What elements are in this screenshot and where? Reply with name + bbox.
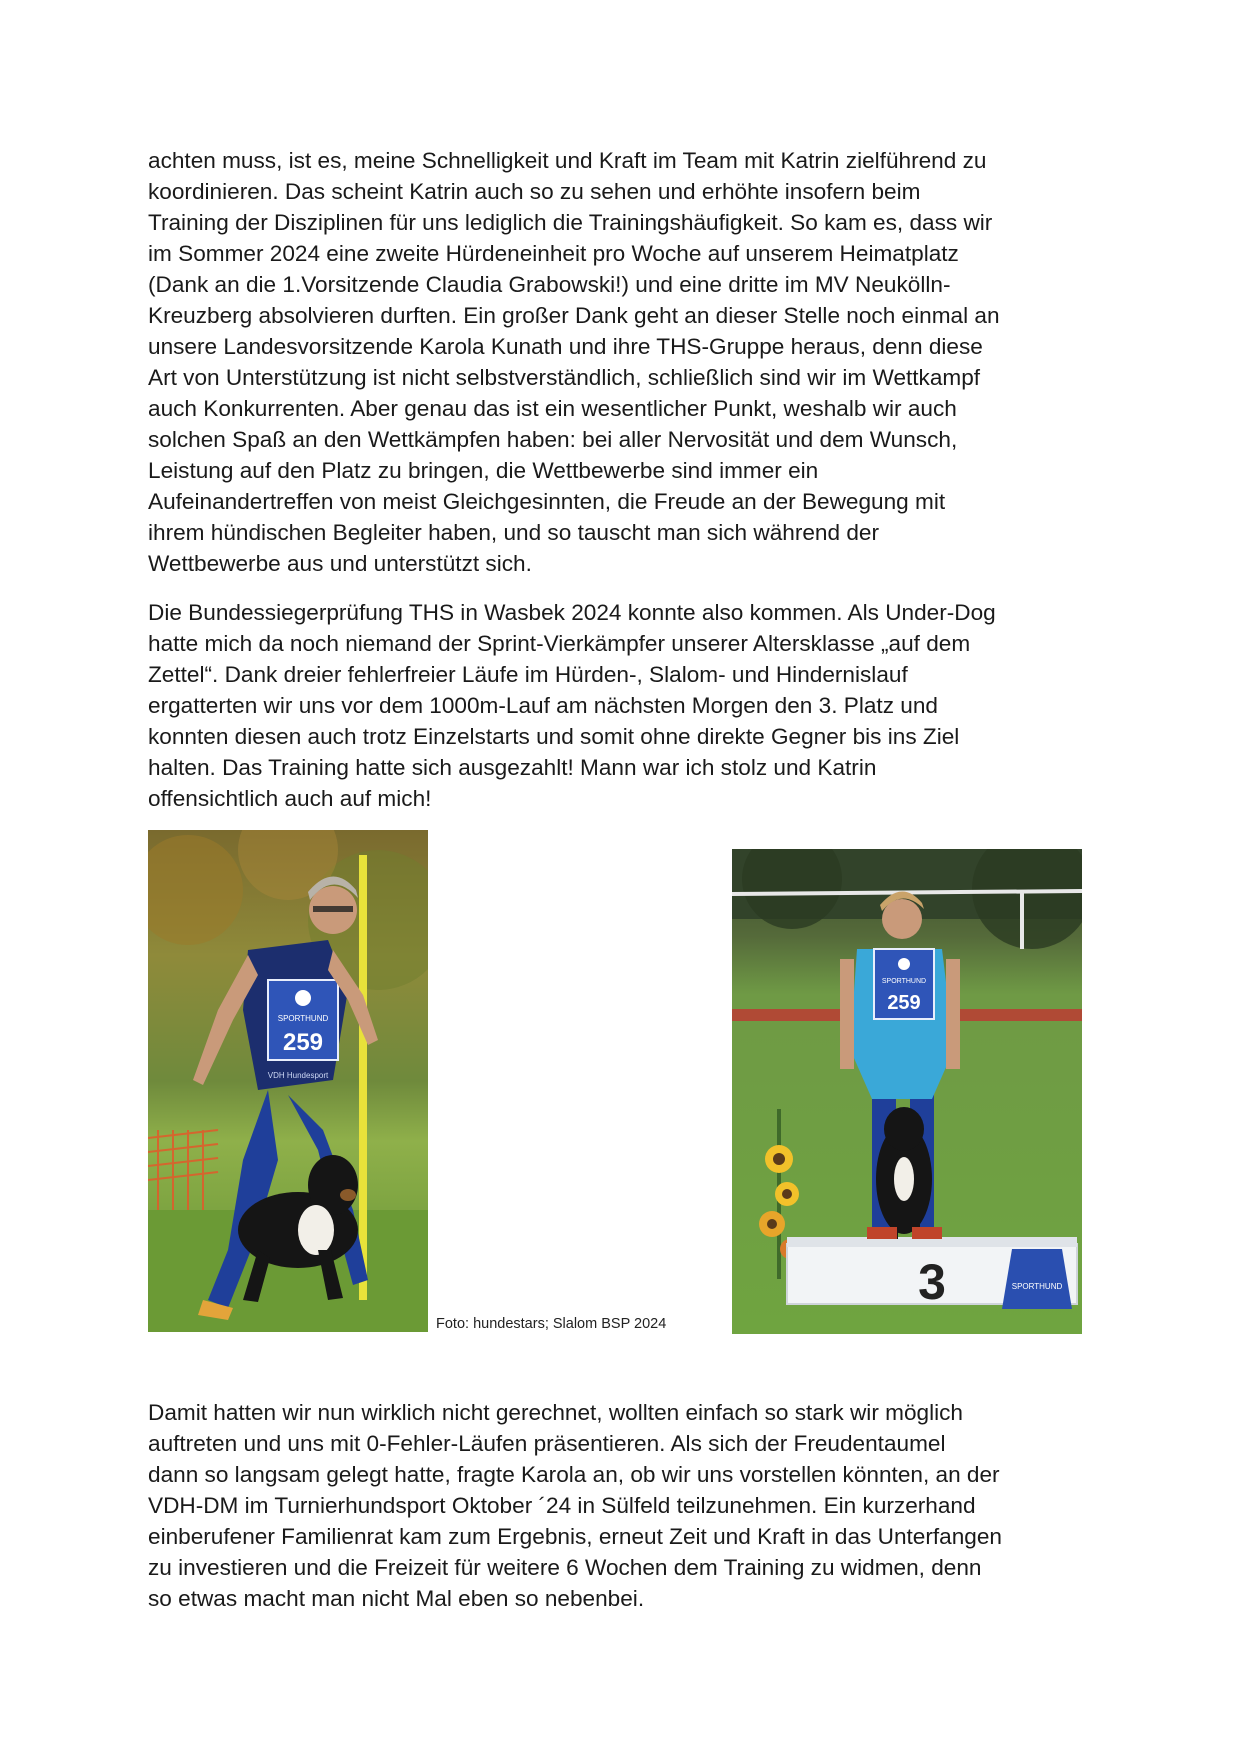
bib-brand: SPORTHUND	[881, 978, 927, 985]
text-line: so etwas macht man nicht Mal eben so nebenbei.	[148, 1586, 645, 1611]
text-line: einberufener Familienrat kam zum Ergebnis, erneut Zeit und Kraft in das Unterfangen	[148, 1524, 1002, 1549]
text-line: Kreuzberg absolvieren durften. Ein großer Dank geht an dieser Stelle noch einmal an	[148, 303, 1000, 328]
text-line: achten muss, ist es, meine Schnelligkeit und Kraft im Team mit Katrin zielführend zu	[148, 148, 987, 173]
bib-number: 259	[282, 1029, 324, 1056]
text-line: VDH-DM im Turnierhundsport Oktober ´24 in Sülfeld teilzunehmen. Ein kurzerhand	[148, 1493, 976, 1518]
text-line: hatte mich da noch niemand der Sprint-Vierkämpfer unserer Altersklasse „auf dem	[148, 631, 971, 656]
text-line: ihrem hündischen Begleiter haben, und so tauscht man sich während der	[148, 520, 879, 545]
text-line: Wettbewerbe aus und unterstützt sich.	[148, 551, 532, 576]
text-line: (Dank an die 1.Vorsitzende Claudia Grabowski!) und eine dritte im MV Neukölln-	[148, 272, 951, 297]
photo-caption: Foto: hundestars; Slalom BSP 2024	[436, 1316, 667, 1332]
text-line: Damit hatten wir nun wirklich nicht gerechnet, wollten einfach so stark wir möglich	[148, 1400, 963, 1425]
text-line: Aufeinandertreffen von meist Gleichgesinnten, die Freude an der Bewegung mit	[148, 489, 946, 514]
text-line: im Sommer 2024 eine zweite Hürdeneinheit pro Woche auf unserem Heimatplatz	[148, 241, 959, 266]
photo-slalom-run	[148, 830, 428, 1332]
text-line: dann so langsam gelegt hatte, fragte Karola an, ob wir uns vorstellen könnten, an der	[148, 1462, 1000, 1487]
text-line: konnten diesen auch trotz Einzelstarts und somit ohne direkte Gegner bis ins Ziel	[148, 724, 960, 749]
podium-place: 3	[918, 1254, 946, 1310]
text-line: zu investieren und die Freizeit für weitere 6 Wochen dem Training zu widmen, denn	[148, 1555, 982, 1580]
text-line: auftreten und uns mit 0-Fehler-Läufen präsentieren. Als sich der Freudentaumel	[148, 1431, 946, 1456]
text-line: halten. Das Training hatte sich ausgezahlt! Mann war ich stolz und Katrin	[148, 755, 877, 780]
paragraph-1	[148, 145, 1108, 579]
bag	[1002, 1249, 1072, 1309]
text-line: unsere Landesvorsitzende Karola Kunath und ihre THS-Gruppe heraus, denn diese	[148, 334, 983, 359]
text-line: offensichtlich auch auf mich!	[148, 786, 432, 811]
text-line: solchen Spaß an den Wettkämpfen haben: bei aller Nervosität und dem Wunsch,	[148, 427, 958, 452]
text-line: auch Konkurrenten. Aber genau das ist ein wesentlicher Punkt, weshalb wir auch	[148, 396, 957, 421]
text-line: Die Bundessiegerprüfung THS in Wasbek 2024 konnte also kommen. Als Under-Dog	[148, 600, 996, 625]
slalom-pole	[359, 855, 367, 1300]
photo-podium	[732, 849, 1082, 1334]
bib-brand: SPORTHUND	[277, 1014, 329, 1023]
bib-number: 259	[887, 992, 921, 1014]
shirt-text: VDH Hundesport	[267, 1071, 329, 1080]
text-line: ergatterten wir uns vor dem 1000m-Lauf am nächsten Morgen den 3. Platz und	[148, 693, 938, 718]
text-line: Zettel“. Dank dreier fehlerfreier Läufe im Hürden-, Slalom- und Hindernislauf	[148, 662, 908, 687]
woman-head	[882, 899, 922, 939]
text-line: Art von Unterstützung ist nicht selbstverständlich, schließlich sind wir im Wettkampf	[148, 365, 981, 390]
text-line: Leistung auf den Platz zu bringen, die Wettbewerbe sind immer ein	[148, 458, 819, 483]
text-line: koordinieren. Das scheint Katrin auch so zu sehen und erhöhte insofern beim	[148, 179, 921, 204]
text-line: Training der Disziplinen für uns lediglich die Trainingshäufigkeit. So kam es, dass wir	[148, 210, 993, 235]
svg-text:SPORTHUND: SPORTHUND	[1011, 1282, 1063, 1291]
paragraph-3	[148, 1397, 1108, 1614]
paragraph-2	[148, 597, 1108, 814]
